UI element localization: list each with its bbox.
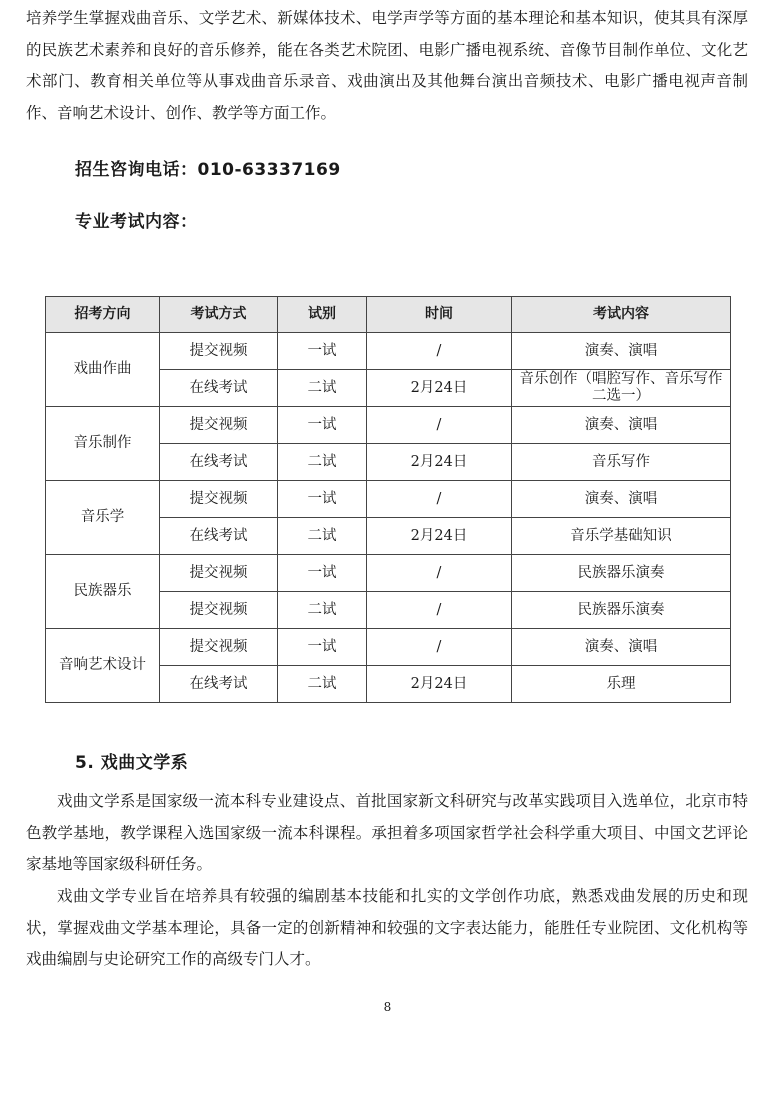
intro-paragraph: 培养学生掌握戏曲音乐、文学艺术、新媒体技术、电学声学等方面的基本理论和基本知识，使其具有深厚的民族艺术素养和良好的音乐修养，能在各类艺术院团、电影广播电视系统、音像节目制作单位、文化艺术部门、教育相关单位等从事戏曲音乐录音、戏曲演出及其他舞台演出音频技术、电影广播电视声音制作、音响艺术设计、创作、教学等方面工作。 (26, 9, 748, 122)
round-cell: 一试 (278, 555, 367, 592)
round-cell: 一试 (278, 481, 367, 518)
round-cell: 二试 (278, 370, 367, 407)
content-cell: 演奏、演唱 (512, 629, 731, 666)
time-cell: 2月24日 (367, 370, 512, 407)
header-content: 考试内容 (512, 297, 731, 333)
time-cell: 2月24日 (367, 666, 512, 703)
table-row (46, 407, 731, 444)
round-cell: 一试 (278, 629, 367, 666)
exam-table (45, 296, 731, 703)
contact-heading: 招生咨询电话：010-63337169 (75, 160, 341, 180)
round-cell: 一试 (278, 407, 367, 444)
header-time: 时间 (367, 297, 512, 333)
table-row (46, 333, 731, 370)
method-cell: 提交视频 (160, 555, 278, 592)
round-cell: 二试 (278, 518, 367, 555)
method-cell: 在线考试 (160, 370, 278, 407)
header-method: 考试方式 (160, 297, 278, 333)
round-cell: 二试 (278, 592, 367, 629)
header-direction: 招考方向 (46, 297, 160, 333)
time-cell: / (367, 592, 512, 629)
method-cell: 提交视频 (160, 407, 278, 444)
section-paragraph-2: 戏曲文学专业旨在培养具有较强的编剧基本技能和扎实的文学创作功底，熟悉戏曲发展的历史和现状，掌握戏曲文学基本理论，具备一定的创新精神和较强的文字表达能力，能胜任专业院团、文化机构等戏曲编剧与史论研究工作的高级专门人才。 (26, 887, 748, 968)
time-cell: / (367, 555, 512, 592)
header-round: 试别 (278, 297, 367, 333)
content-cell: 演奏、演唱 (512, 407, 731, 444)
direction-cell: 戏曲作曲 (46, 333, 160, 407)
content-cell: 演奏、演唱 (512, 481, 731, 518)
time-cell: / (367, 407, 512, 444)
content-cell: 音乐写作 (512, 444, 731, 481)
round-cell: 二试 (278, 666, 367, 703)
direction-cell: 音响艺术设计 (46, 629, 160, 703)
table-row (46, 481, 731, 518)
method-cell: 在线考试 (160, 444, 278, 481)
round-cell: 二试 (278, 444, 367, 481)
method-cell: 在线考试 (160, 666, 278, 703)
table-row (46, 629, 731, 666)
time-cell: / (367, 629, 512, 666)
exam-heading: 专业考试内容： (75, 212, 198, 232)
section-heading: 5. 戏曲文学系 (75, 753, 189, 773)
content-cell: 演奏、演唱 (512, 333, 731, 370)
method-cell: 提交视频 (160, 481, 278, 518)
method-cell: 在线考试 (160, 518, 278, 555)
table-row (46, 555, 731, 592)
round-cell: 一试 (278, 333, 367, 370)
table-header-row (46, 297, 731, 333)
content-cell: 民族器乐演奏 (512, 592, 731, 629)
direction-cell: 音乐制作 (46, 407, 160, 481)
content-cell: 民族器乐演奏 (512, 555, 731, 592)
direction-cell: 民族器乐 (46, 555, 160, 629)
content-cell: 乐理 (512, 666, 731, 703)
time-cell: / (367, 333, 512, 370)
direction-cell: 音乐学 (46, 481, 160, 555)
section-paragraph-1: 戏曲文学系是国家级一流本科专业建设点、首批国家新文科研究与改革实践项目入选单位，北京市特色教学基地，教学课程入选国家级一流本科课程。承担着多项国家哲学社会科学重大项目、中国文艺评论家基地等国家级科研任务。 (26, 792, 748, 873)
page-number: 8 (383, 1000, 392, 1014)
time-cell: 2月24日 (367, 444, 512, 481)
method-cell: 提交视频 (160, 629, 278, 666)
time-cell: 2月24日 (367, 518, 512, 555)
time-cell: / (367, 481, 512, 518)
content-cell: 音乐创作（唱腔写作、音乐写作二选一） (512, 370, 731, 407)
content-cell: 音乐学基础知识 (512, 518, 731, 555)
method-cell: 提交视频 (160, 333, 278, 370)
method-cell: 提交视频 (160, 592, 278, 629)
